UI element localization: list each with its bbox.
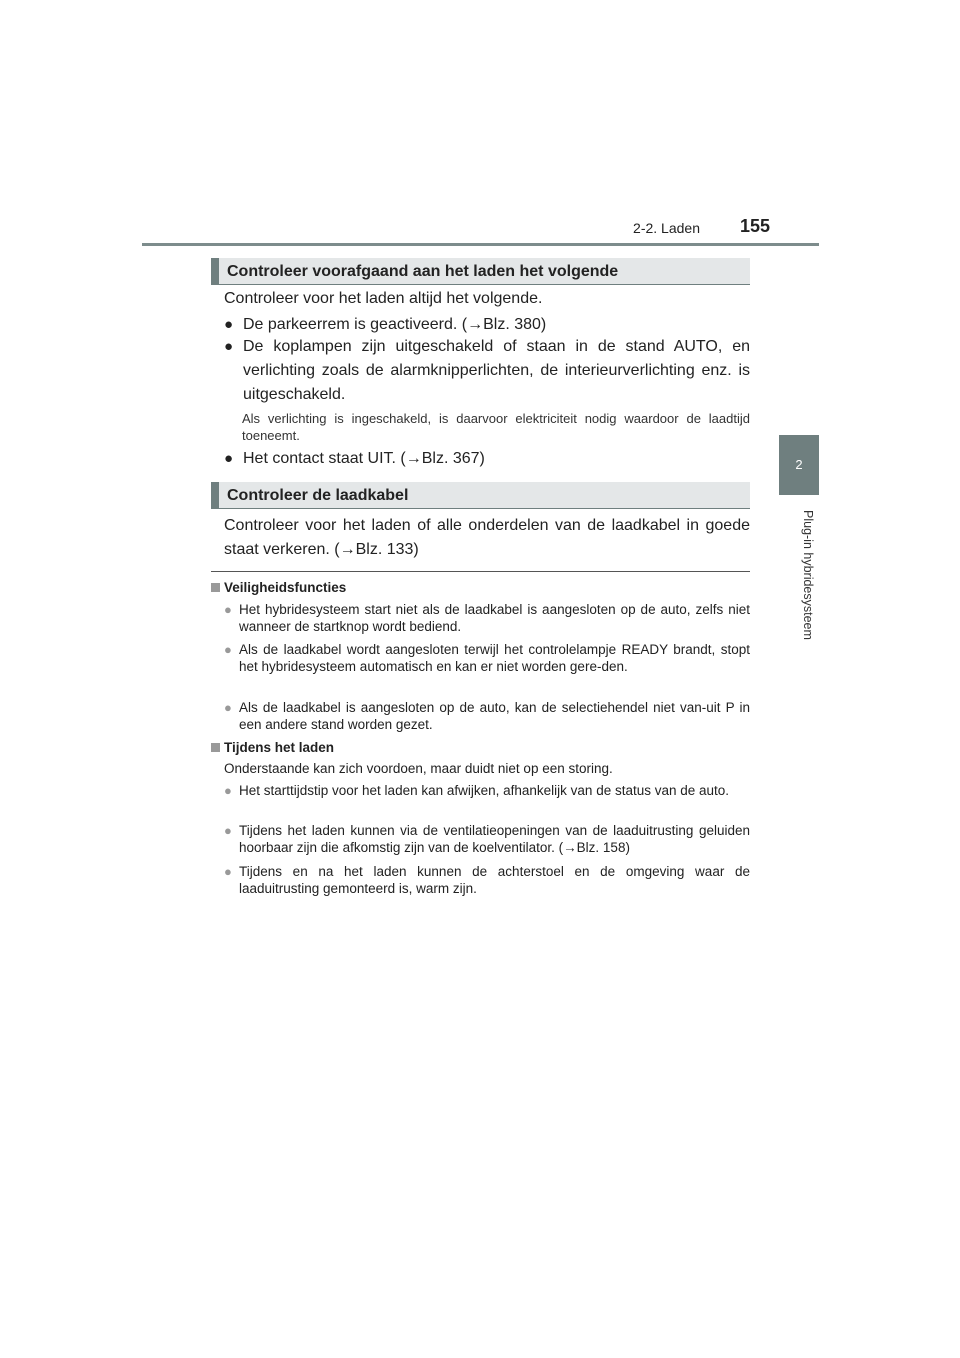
bullet-icon: ● — [224, 602, 232, 617]
bullet-icon: ● — [224, 864, 232, 879]
section-heading-check-before-charging: Controleer voorafgaand aan het laden het volgende — [211, 258, 750, 285]
bullet-icon: ● — [224, 700, 232, 715]
chapter-tab-label: Plug-in hybridesysteem — [801, 510, 815, 640]
page-number: 155 — [740, 216, 771, 236]
section-body: Controleer voor het laden of alle onderdelen van de laadkabel in goede staat verkeren. (→Blz. 133) — [224, 517, 750, 558]
note-heading-charging: Tijdens het laden — [211, 740, 334, 755]
bullet-icon: ● — [224, 823, 232, 838]
list-item: ● Het starttijdstip voor het laden kan afwijken, afhankelijk van de status van de auto. — [224, 783, 730, 798]
list-item: ● Tijdens het laden kunnen via de ventilatieopeningen van de laaduitrusting geluiden hoorbaar zijn die afkomstig zijn van de koelventilator. (→Blz. 158) — [224, 823, 750, 855]
section-intro: Controleer voor het laden altijd het volgende. — [224, 290, 543, 307]
square-bullet-icon — [211, 743, 220, 752]
header-divider — [142, 243, 819, 246]
bullet-icon: ● — [224, 642, 232, 657]
section-heading-check-cable: Controleer de laadkabel — [211, 482, 750, 509]
bullet-icon: ● — [224, 316, 234, 333]
note-intro: Onderstaande kan zich voordoen, maar duidt niet op een storing. — [224, 761, 613, 776]
list-item: ● Het hybridesysteem start niet als de laadkabel is aangesloten op de auto, zelfs niet wanneer de startknop wordt bediend. — [224, 602, 750, 634]
bullet-icon: ● — [224, 783, 232, 798]
chapter-title: 2-2. Laden — [633, 220, 700, 236]
lighting-note: Als verlichting is ingeschakeld, is daarvoor elektriciteit nodig waardoor de laadtijd toeneemt. — [242, 411, 750, 443]
list-item: ● Tijdens en na het laden kunnen de achterstoel en de omgeving waar de laaduitrusting gemonteerd is, warm zijn. — [224, 864, 750, 896]
note-heading-safety: Veiligheidsfuncties — [211, 580, 346, 595]
list-item: ● De koplampen zijn uitgeschakeld of staan in de stand AUTO, en verlichting zoals de alarmknipperlichten, de interieurverlichting enz. is uitgeschakeld. — [224, 335, 750, 407]
square-bullet-icon — [211, 583, 220, 592]
chapter-tab: 2 — [779, 435, 819, 495]
list-item: ● Als de laadkabel is aangesloten op de auto, kan de selectiehendel niet van-uit P in een andere stand worden gezet. — [224, 700, 750, 732]
list-item: ● Als de laadkabel wordt aangesloten terwijl het controlelampje READY brandt, stopt het hybridesysteem automatisch en kan er niet worden gere-den. — [224, 642, 750, 674]
bullet-icon: ● — [224, 338, 234, 355]
bullet-icon: ● — [224, 450, 234, 467]
notes-divider — [211, 571, 750, 572]
list-item: ● Het contact staat UIT. (→Blz. 367) — [224, 447, 750, 471]
list-item: ● De parkeerrem is geactiveerd. (→Blz. 380) — [224, 313, 750, 337]
